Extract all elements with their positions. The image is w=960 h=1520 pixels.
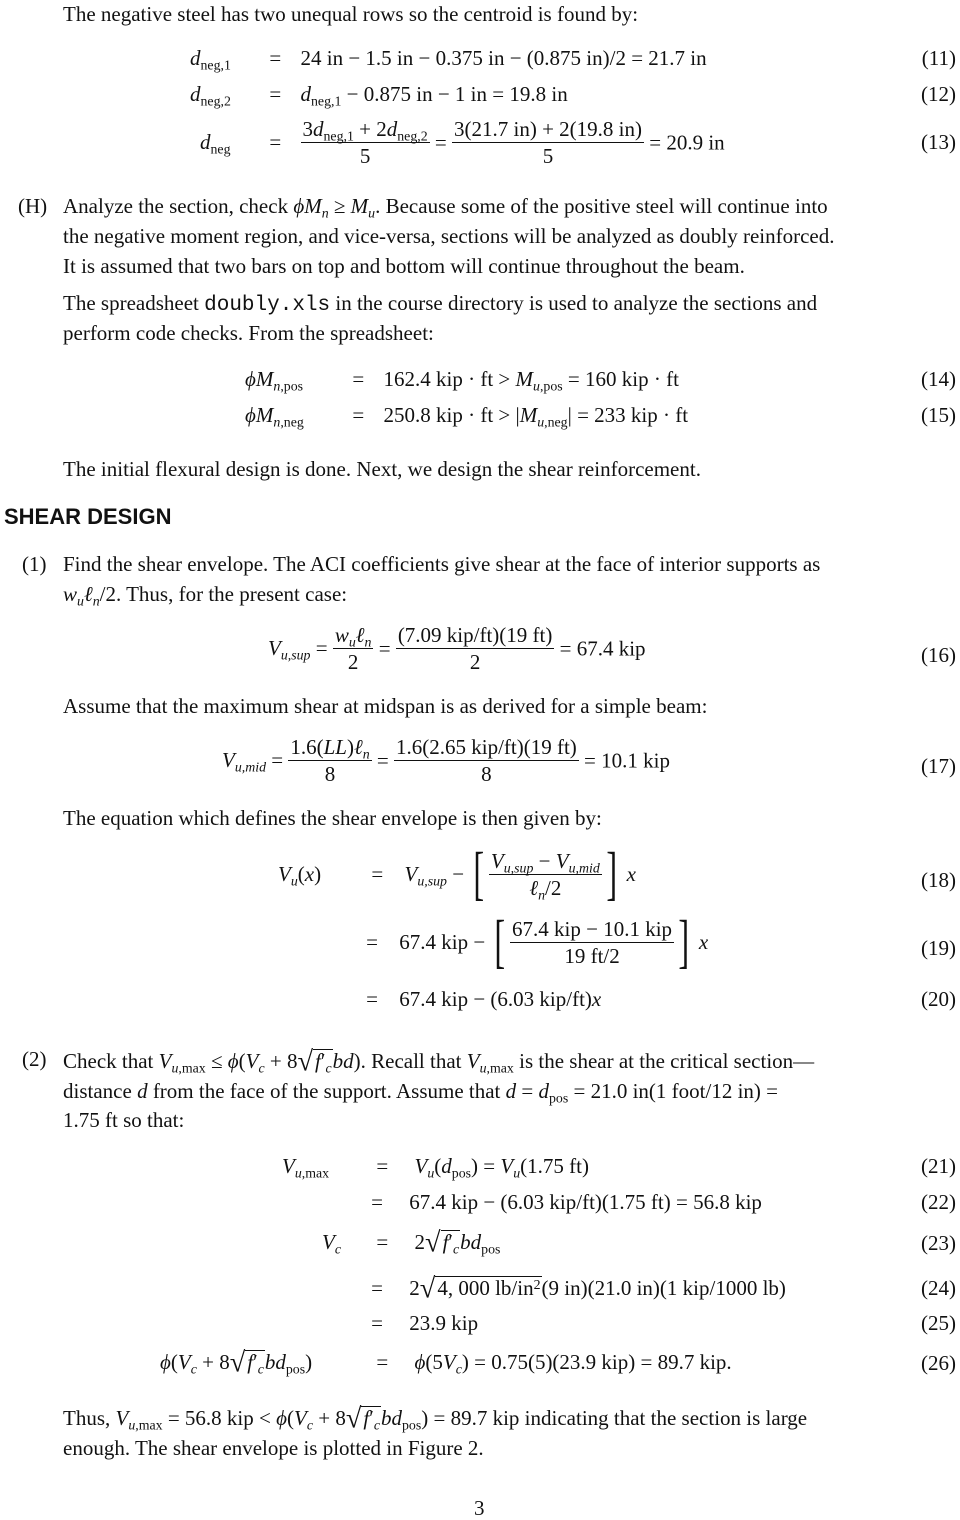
page-number: 3 (474, 1496, 485, 1520)
equation-22: = 67.4 kip − (6.03 kip/ft)(1.75 ft) = 56.8 kip (371, 1190, 762, 1214)
spreadsheet-filename: doubly.xls (204, 294, 331, 317)
equation-11: $d_{neg,1} = 24$ in − 1.5 in − 0.375 in − (0.875 in)/2 = 21.7 in (190, 46, 707, 73)
step-1-envelope-text: The equation which defines the shear envelope is then given by: (63, 806, 602, 830)
section-header: SHEAR DESIGN (4, 504, 172, 529)
equation-24: = 2√4, 000 $lb/in^2(9$ in)(21.0 in)(1 kip/1000 lb) (371, 1273, 786, 1305)
equation-26: $\phi(V_c + 8√f'_cbd_{pos}) = \phi(5V_c) = 0.75(5)(23.9$ kip) = 89.7 kip. (160, 1347, 732, 1379)
eq-number-15: (15) (921, 403, 956, 427)
eq-number-17: (17) (921, 754, 956, 778)
step-1-line2: $w_u\ell_n/2$. Thus, for the present case: (63, 582, 348, 609)
step-h-line2: the negative moment region, and vice-versa, sections will be analyzed as doubly reinforced. (63, 224, 835, 248)
equation-12: $d_{neg,2} = d_{neg,1} - 0.875$ in − 1 in = 19.8 in (190, 82, 568, 109)
eq-number-25: (25) (921, 1311, 956, 1335)
eq-number-13: (13) (921, 130, 956, 154)
equation-19: = 67.4 kip − [ $\frac{\text{67.4 kip − 10.1 kip}}{19 ft/2}$ ] x (366, 909, 709, 974)
equation-23: $V_c = 2√f'_cbd_{pos}$ (322, 1227, 501, 1259)
equation-14: $\phi M_{n,pos} = 162.4$ kip · ft > $M_{u,pos} = 160$ kip · ft (245, 367, 679, 394)
step-2-label: (2) (22, 1047, 47, 1071)
eq-number-22: (22) (921, 1190, 956, 1214)
eq-number-16: (16) (921, 643, 956, 667)
intro-text: The negative steel has two unequal rows so the centroid is found by: (63, 2, 639, 26)
eq-number-21: (21) (921, 1154, 956, 1178)
equation-15: $\phi M_{n,neg} = 250.8$ kip · ft > $|M_{u,neg}| = 233$ kip · ft (245, 403, 689, 430)
eq-number-14: (14) (921, 367, 956, 391)
equation-16: $V_{u,sup}$ = $\frac{w_u\ell_n}{2}$ = $\frac{\text{(7.09 kip/ft)(19 ft)}}{2}$ = 67.4 kip (268, 623, 646, 675)
step-h-line3: It is assumed that two bars on top and bottom will continue throughout the beam. (63, 254, 745, 278)
eq-number-24: (24) (921, 1276, 956, 1300)
step-h-label: (H) (18, 194, 48, 218)
eq-number-12: (12) (921, 82, 956, 106)
eq-number-23: (23) (921, 1231, 956, 1255)
step-h-line5: perform code checks. From the spreadsheet: (63, 321, 434, 345)
eq-number-11: (11) (921, 46, 956, 70)
eq-number-26: (26) (921, 1351, 956, 1375)
equation-18: $V_u(x) = V_{u,sup}$ − [ $\frac{V_{u,sup} - V_{u,mid}}{\ell_n/2}$ ] x (278, 841, 636, 906)
eq-number-18: (18) (921, 868, 956, 892)
step-2-line1: Check that $V_{u,max} \le \phi(V_c + 8√f'_cbd)$. Recall that $V_{u,max}$ is the shear at the critical section— (63, 1046, 815, 1078)
step-2-line2: distance d from the face of the support. Assume that $d = d_{pos} = 21.0$ in(1 foot/12 in) = (63, 1079, 779, 1106)
conclusion-line1: Thus, $V_{u,max} = 56.8$ kip < $\phi(V_c + 8√f'_cbd_{pos}) = 89.7$ kip indicating that the section is large (63, 1403, 808, 1435)
equation-20: = 67.4 kip − (6.03 kip/ft)x (366, 987, 602, 1011)
step-1-line1: Find the shear envelope. The ACI coefficients give shear at the face of interior supports as (63, 552, 821, 576)
eq-number-19: (19) (921, 936, 956, 960)
conclusion-line2: enough. The shear envelope is plotted in Figure 2. (63, 1436, 484, 1460)
step-1-midspan-text: Assume that the maximum shear at midspan is as derived for a simple beam: (63, 694, 708, 718)
equation-17: $V_{u,mid}$ = $\frac{1.6(LL)\ell_n}{8}$ = $\frac{\text{1.6(2.65 kip/ft)(19 ft)}}{8}$ = 10.1 kip (222, 735, 670, 787)
step-h-line1: Analyze the section, check $\phi M_n \ge M_u$. Because some of the positive steel will continue into (63, 194, 828, 221)
step-h-line4: The spreadsheet doubly.xls in the course directory is used to analyze the sections and (63, 291, 818, 317)
eq-number-20: (20) (921, 987, 956, 1011)
step-h-closing: The initial flexural design is done. Next, we design the shear reinforcement. (63, 457, 701, 481)
equation-13: $d_{neg}$ = $\frac{3d_{neg,1} + 2d_{neg,2}}{5}$ = $\frac{3(21.7 in) + 2(19.8 in)}{5}$ = 20.9 in (200, 117, 725, 169)
equation-25: = 23.9 kip (371, 1311, 479, 1335)
equation-21: $V_{u,max} = V_u(d_{pos}) = V_u(1.75$ ft) (282, 1154, 589, 1181)
step-2-line3: 1.75 ft so that: (63, 1108, 185, 1132)
step-1-label: (1) (22, 552, 47, 576)
